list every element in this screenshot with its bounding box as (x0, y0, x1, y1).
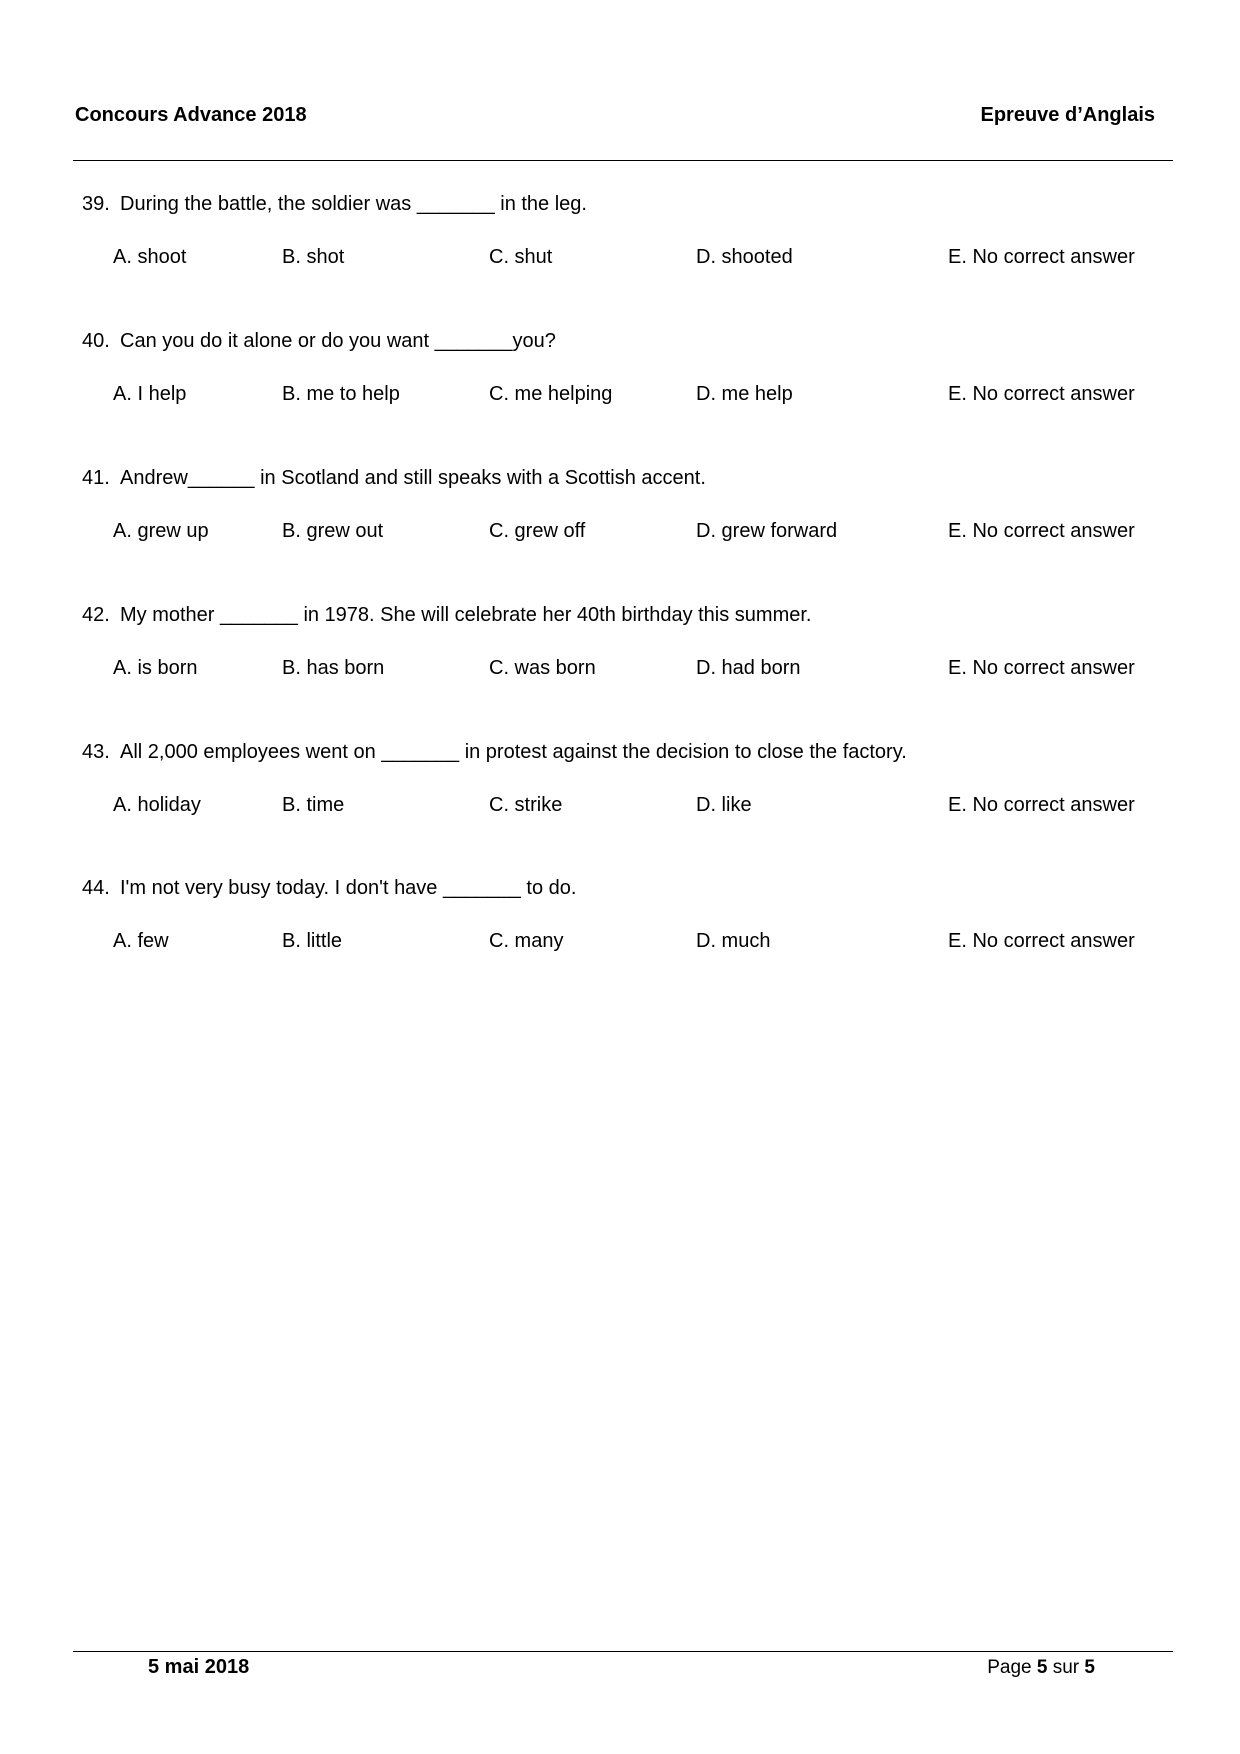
option-d: D. much (696, 930, 771, 952)
question-39 (82, 190, 1182, 271)
option-a: A. few (113, 930, 169, 952)
option-b: B. little (282, 930, 343, 952)
option-b: B. has born (282, 657, 385, 679)
question-number: 41. (82, 467, 110, 489)
question-text: Can you do it alone or do you want _______you? (120, 330, 556, 352)
answer-options (82, 791, 1182, 819)
answer-options (82, 380, 1182, 408)
question-42 (82, 601, 1182, 682)
option-b: B. grew out (282, 520, 384, 542)
option-a: A. I help (113, 383, 187, 405)
option-c: C. grew off (489, 520, 586, 542)
option-e: E. No correct answer (948, 657, 1135, 679)
question-44 (82, 874, 1182, 955)
header-divider (73, 160, 1173, 161)
page-current: 5 (1036, 1657, 1048, 1678)
answer-options (82, 927, 1182, 955)
option-b: B. time (282, 794, 345, 816)
question-41 (82, 464, 1182, 545)
option-c: C. strike (489, 794, 563, 816)
page-prefix: Page (987, 1657, 1032, 1678)
option-c: C. shut (489, 246, 553, 268)
footer-divider (73, 1651, 1173, 1652)
question-text: My mother _______ in 1978. She will celebrate her 40th birthday this summer. (120, 604, 812, 626)
question-40 (82, 327, 1182, 408)
option-e: E. No correct answer (948, 794, 1135, 816)
header-title: Concours Advance 2018 (75, 104, 307, 126)
answer-options (82, 654, 1182, 682)
answer-options (82, 517, 1182, 545)
option-d: D. shooted (696, 246, 793, 268)
question-text: I'm not very busy today. I don't have _______ to do. (120, 877, 577, 899)
option-a: A. grew up (113, 520, 209, 542)
question-number: 42. (82, 604, 110, 626)
option-c: C. many (489, 930, 564, 952)
header-subject: Epreuve d’Anglais (980, 104, 1155, 126)
answer-options (82, 243, 1182, 271)
option-d: D. like (696, 794, 752, 816)
question-number: 44. (82, 877, 110, 899)
option-d: D. me help (696, 383, 793, 405)
option-b: B. me to help (282, 383, 400, 405)
footer-date: 5 mai 2018 (148, 1656, 250, 1678)
option-b: B. shot (282, 246, 345, 268)
question-text: Andrew______ in Scotland and still speaks with a Scottish accent. (120, 467, 706, 489)
page-indicator (987, 1657, 1095, 1679)
option-c: C. me helping (489, 383, 613, 405)
option-d: D. had born (696, 657, 801, 679)
question-text: During the battle, the soldier was _______ in the leg. (120, 193, 587, 215)
option-e: E. No correct answer (948, 383, 1135, 405)
option-c: C. was born (489, 657, 596, 679)
option-e: E. No correct answer (948, 520, 1135, 542)
page-total: 5 (1084, 1657, 1095, 1678)
option-e: E. No correct answer (948, 930, 1135, 952)
option-e: E. No correct answer (948, 246, 1135, 268)
option-a: A. is born (113, 657, 198, 679)
option-a: A. shoot (113, 246, 187, 268)
option-a: A. holiday (113, 794, 201, 816)
question-43 (82, 738, 1182, 819)
page-sep: sur (1052, 1657, 1080, 1678)
question-number: 40. (82, 330, 110, 352)
question-text: All 2,000 employees went on _______ in protest against the decision to close the factory. (120, 741, 907, 763)
option-d: D. grew forward (696, 520, 838, 542)
question-number: 43. (82, 741, 110, 763)
question-number: 39. (82, 193, 110, 215)
